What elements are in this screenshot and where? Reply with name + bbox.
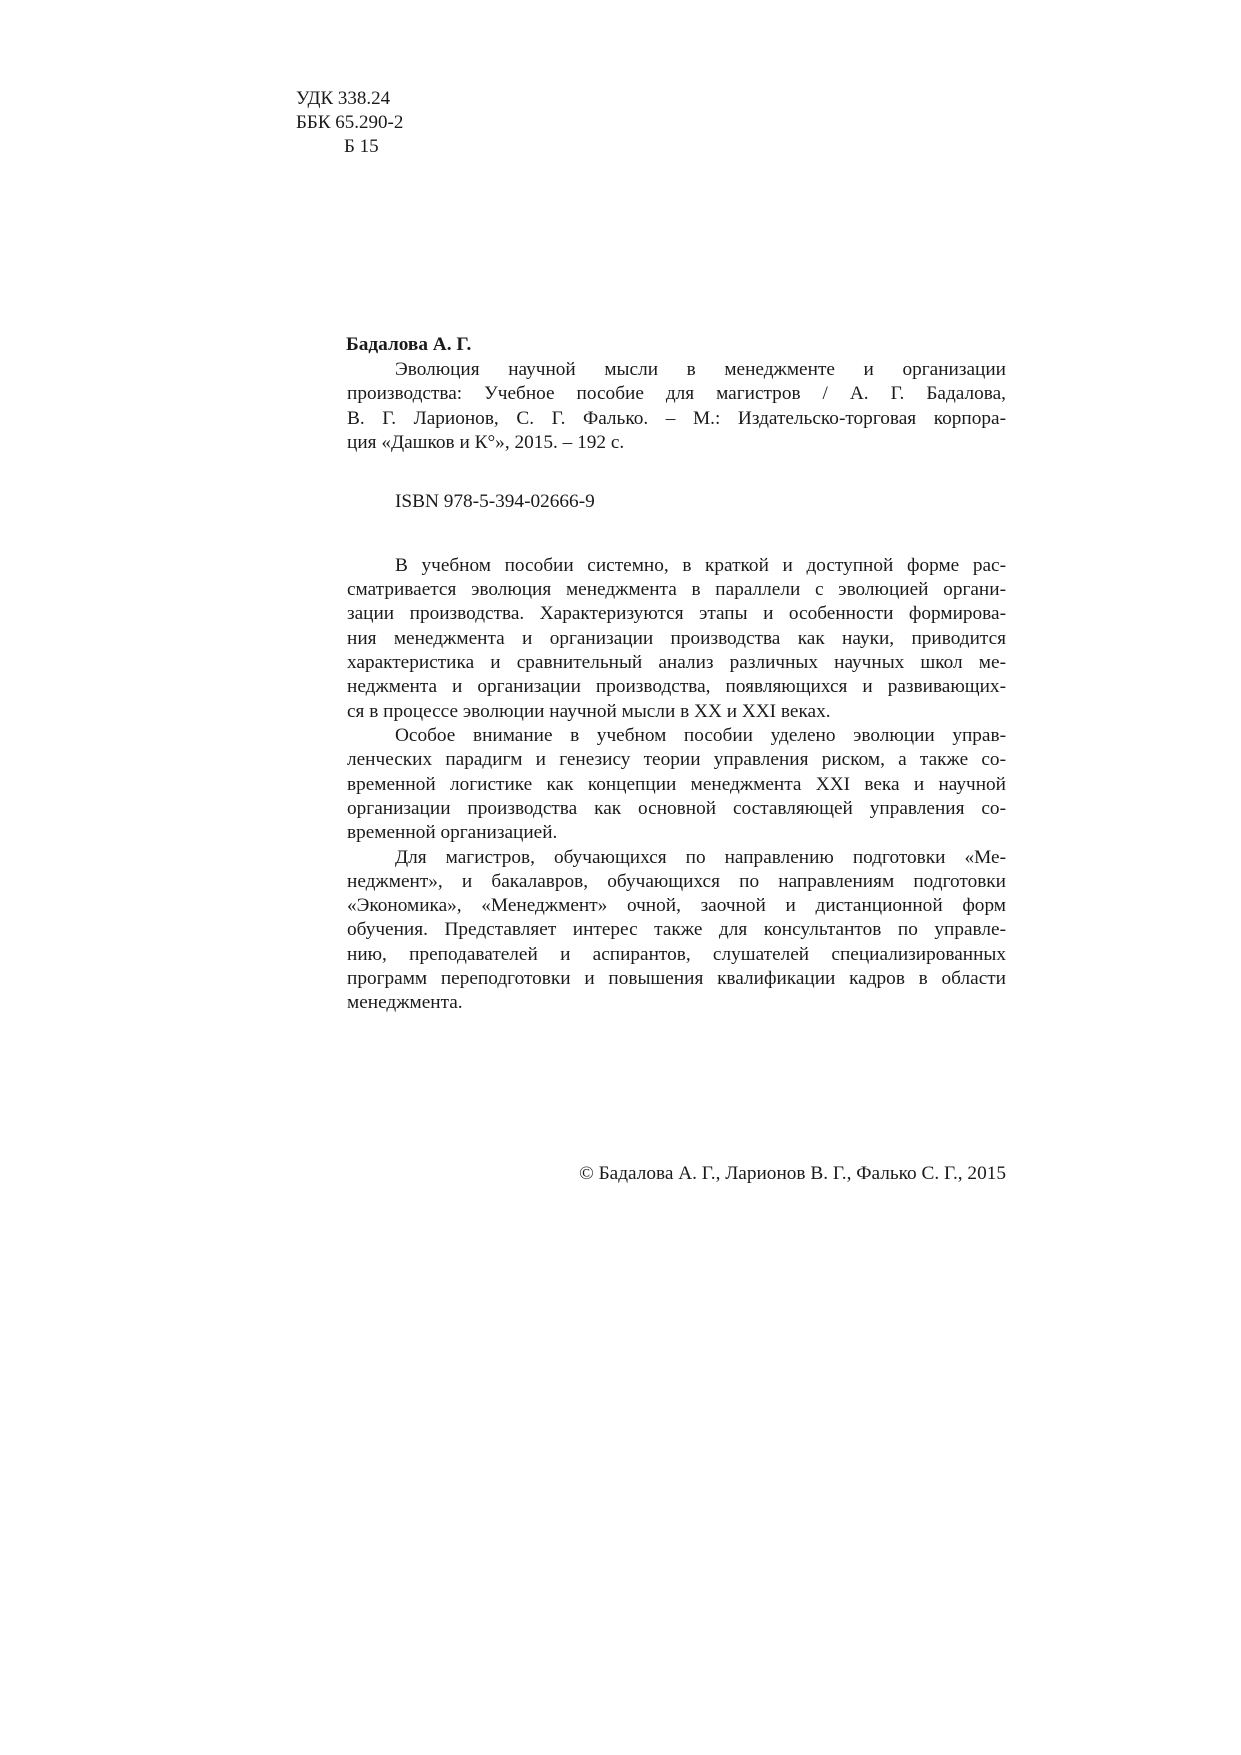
annotation-line: Для магистров, обучающихся по направлению подготовки «Ме- — [395, 847, 1006, 868]
classification-block — [296, 87, 403, 159]
citation-line: ция «Дашков и К°», 2015. – 192 с. — [347, 432, 625, 453]
annotation-line: характеристика и сравнительный анализ различных научных школ ме- — [347, 652, 1006, 673]
annotation-line: В учебном пособии системно, в краткой и доступной форме рас- — [395, 555, 1006, 576]
annotation-line: зации производства. Характеризуются этапы и особенности формирова- — [347, 603, 1006, 624]
annotation-line: неджмент», и бакалавров, обучающихся по направлениям подготовки — [347, 871, 1006, 892]
annotation-line: Особое внимание в учебном пособии уделено эволюции управ- — [395, 725, 1006, 746]
isbn: ISBN 978-5-394-02666-9 — [395, 491, 595, 512]
citation-line: производства: Учебное пособие для магистров / А. Г. Бадалова, — [347, 383, 1006, 404]
citation-line: Эволюция научной мысли в менеджменте и организации — [395, 359, 1006, 380]
annotation-line: временной логистике как концепции менеджмента XXI века и научной — [347, 774, 1006, 795]
annotation-line: временной организацией. — [347, 822, 558, 843]
annotation-line: «Экономика», «Менеджмент» очной, заочной и дистанционной форм — [347, 895, 1006, 916]
annotation-line: нию, преподавателей и аспирантов, слушателей специализированных — [347, 944, 1006, 965]
annotation-line: неджмента и организации производства, появляющихся и развивающих- — [347, 676, 1006, 697]
copyright-notice: © Бадалова А. Г., Ларионов В. Г., Фалько С. Г., 2015 — [579, 1163, 1006, 1184]
author-mark: Б 15 — [344, 136, 379, 157]
bbk-code: ББК 65.290-2 — [296, 112, 404, 133]
annotation-line: сматривается эволюция менеджмента в параллели с эволюцией органи- — [347, 579, 1006, 600]
annotation-line: менеджмента. — [347, 992, 463, 1013]
citation-line: В. Г. Ларионов, С. Г. Фалько. – М.: Издательско-торговая корпора- — [347, 408, 1006, 429]
udk-code: УДК 338.24 — [296, 88, 391, 109]
annotation-line: ся в процессе эволюции научной мысли в XX и XXI веках. — [347, 701, 831, 722]
annotation-line: программ переподготовки и повышения квалификации кадров в области — [347, 968, 1006, 989]
author-heading: Бадалова А. Г. — [346, 334, 472, 355]
annotation-line: ния менеджмента и организации производства как науки, приводится — [347, 628, 1006, 649]
annotation-line: организации производства как основной составляющей управления со- — [347, 798, 1006, 819]
annotation-line: обучения. Представляет интерес также для консультантов по управле- — [347, 919, 1006, 940]
annotation-line: ленческих парадигм и генезису теории управления риском, а также со- — [347, 749, 1006, 770]
